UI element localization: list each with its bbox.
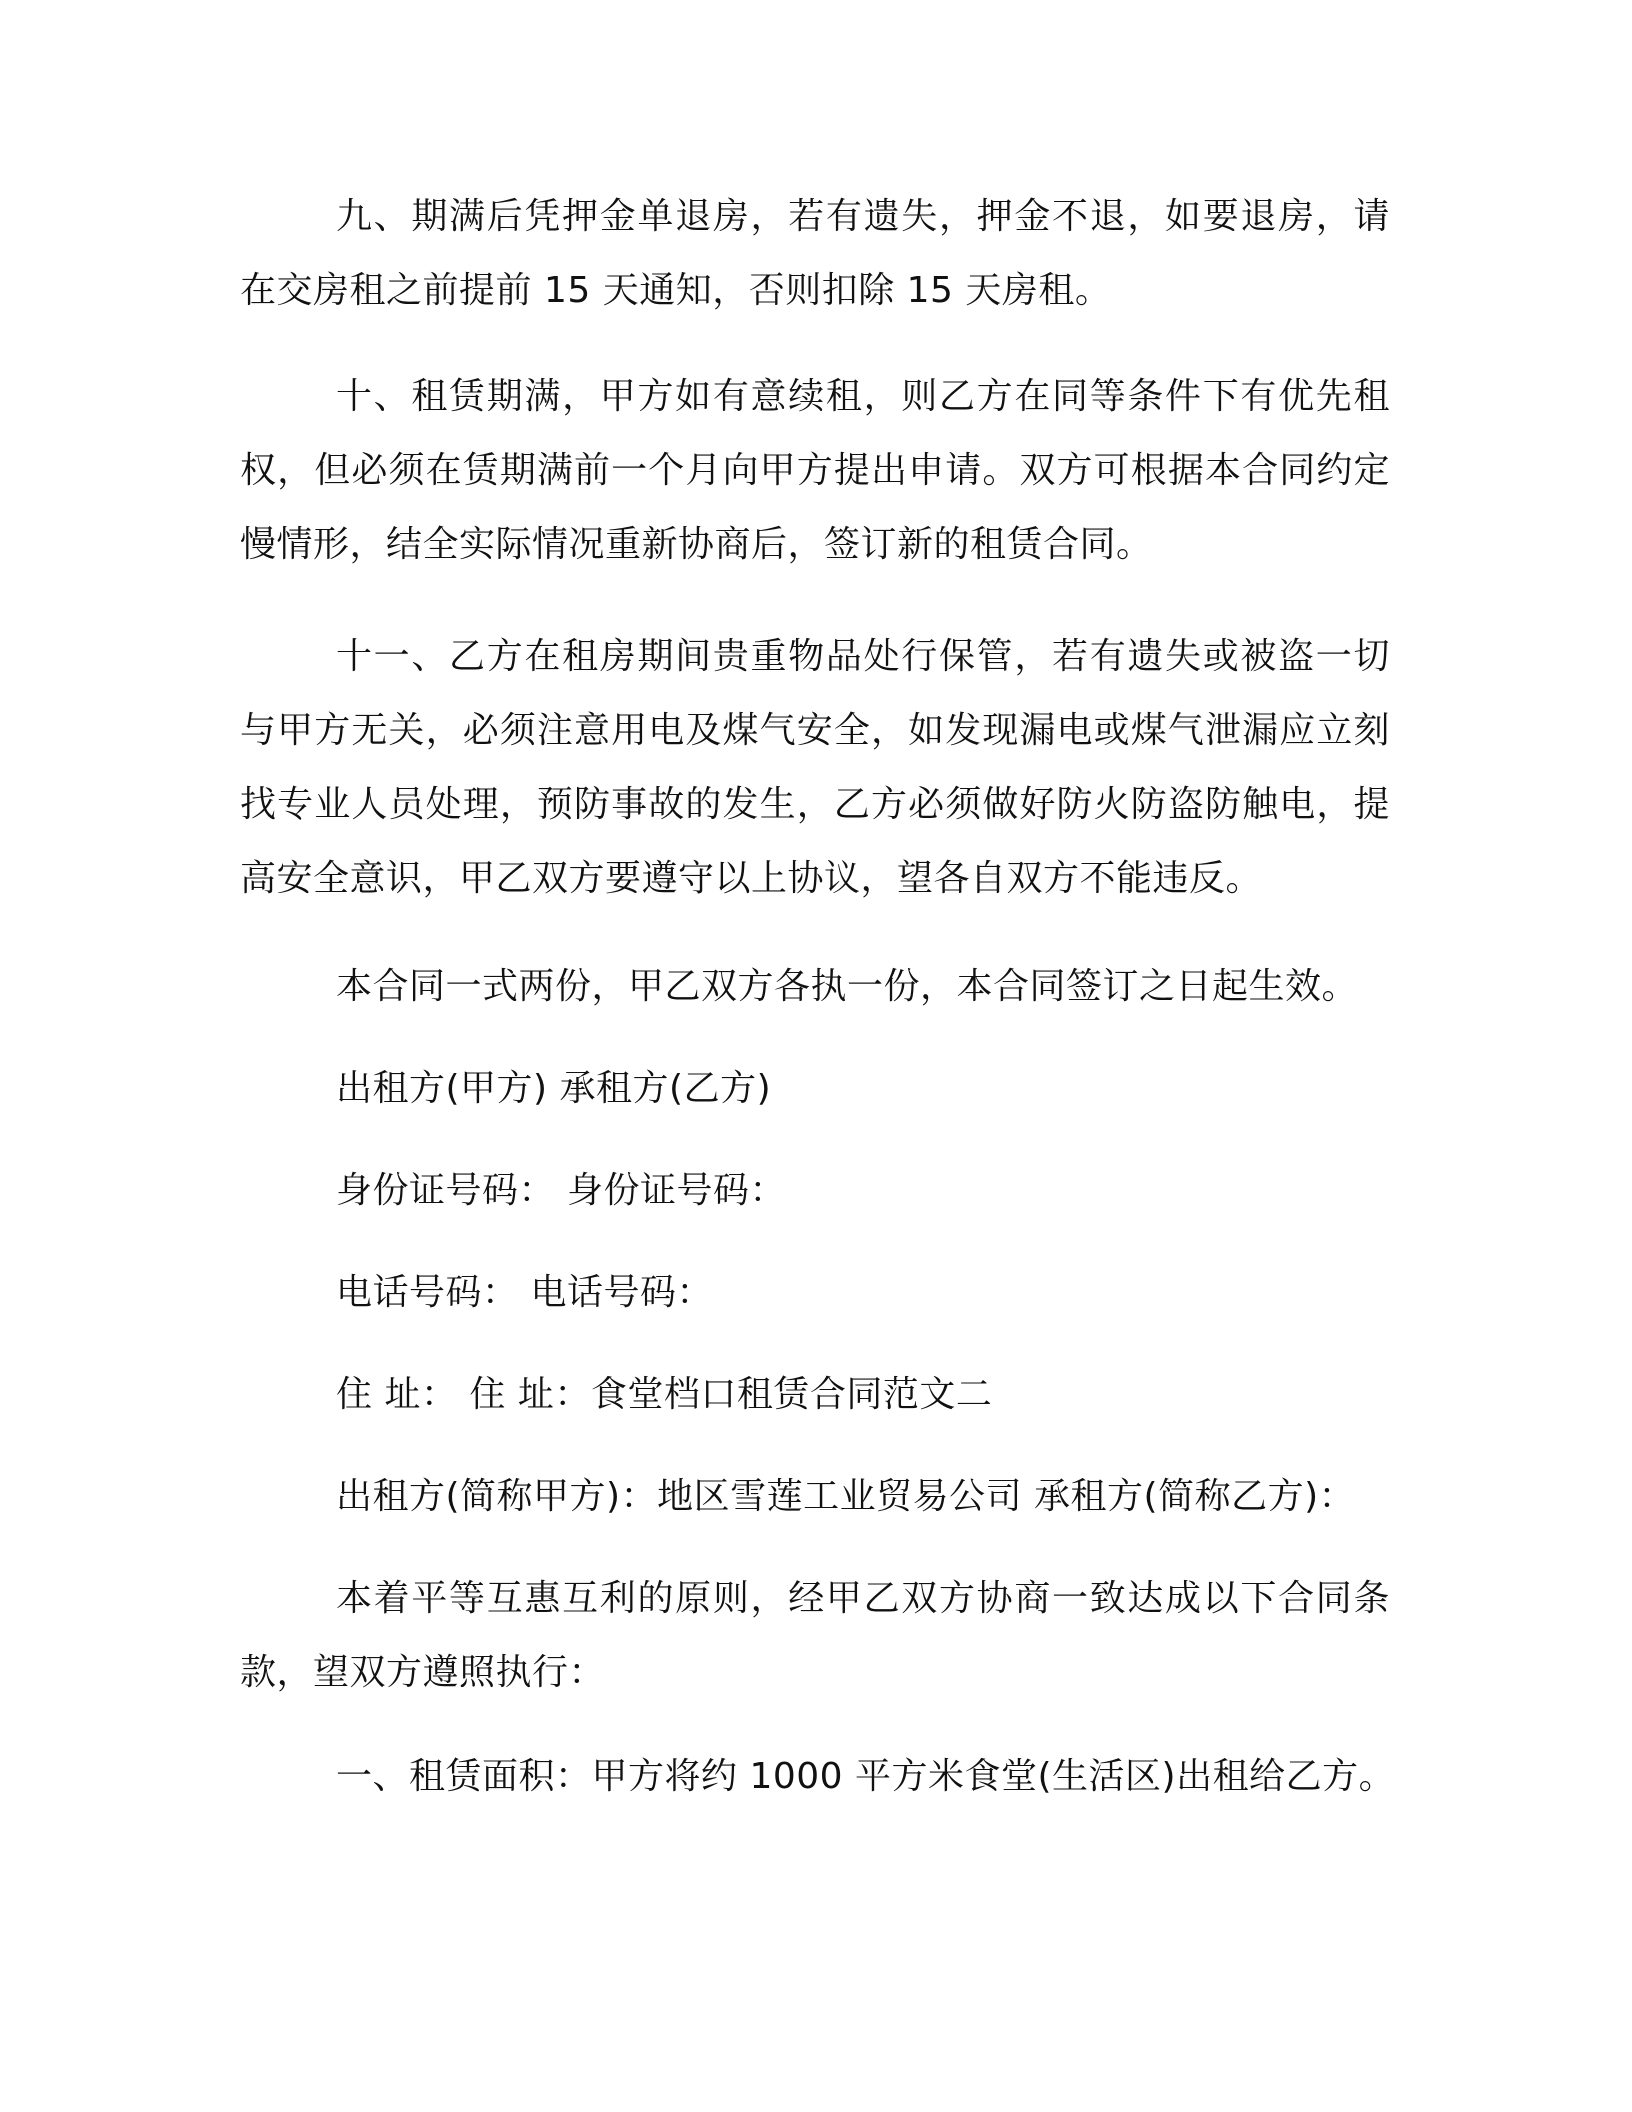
parties-signature-line: 出租方(甲方) 承租方(乙方) (336, 1068, 772, 1109)
lease-area-clause: 一、租赁面积：甲方将约 1000 平方米食堂(生活区)出租给乙方。 (336, 1756, 1396, 1797)
clause-eleven-paragraph: 十一、乙方在租房期间贵重物品处行保管，若有遗失或被盗一切与甲方无关，必须注意用电及煤气安全，如发现漏电或煤气泄漏应立刻找专业人员处理，预防事故的发生，乙方必须做好防火防盗防触电，提高安全意识，甲乙双方要遵守以上协议，望各自双方不能违反。 (240, 636, 1390, 899)
contract-copies-paragraph: 本合同一式两份，甲乙双方各执一份，本合同签订之日起生效。 (336, 966, 1359, 1007)
clause-nine-paragraph: 九、期满后凭押金单退房，若有遗失，押金不退，如要退房，请在交房租之前提前 15 天通知，否则扣除 15 天房租。 (240, 196, 1390, 311)
phone-number-line: 电话号码： 电话号码： (336, 1272, 713, 1313)
id-number-line: 身份证号码： 身份证号码： (336, 1170, 786, 1211)
address-line: 住 址： 住 址：食堂档口租赁合同范文二 (336, 1374, 993, 1415)
second-contract-parties-line: 出租方(简称甲方)：地区雪莲工业贸易公司 承租方(简称乙方)： (336, 1476, 1356, 1517)
clause-ten-paragraph: 十、租赁期满，甲方如有意续租，则乙方在同等条件下有优先租权，但必须在赁期满前一个月向甲方提出申请。双方可根据本合同约定慢情形，结全实际情况重新协商后，签订新的租赁合同。 (240, 376, 1390, 565)
principle-paragraph: 本着平等互惠互利的原则，经甲乙双方协商一致达成以下合同条款，望双方遵照执行： (240, 1578, 1390, 1693)
